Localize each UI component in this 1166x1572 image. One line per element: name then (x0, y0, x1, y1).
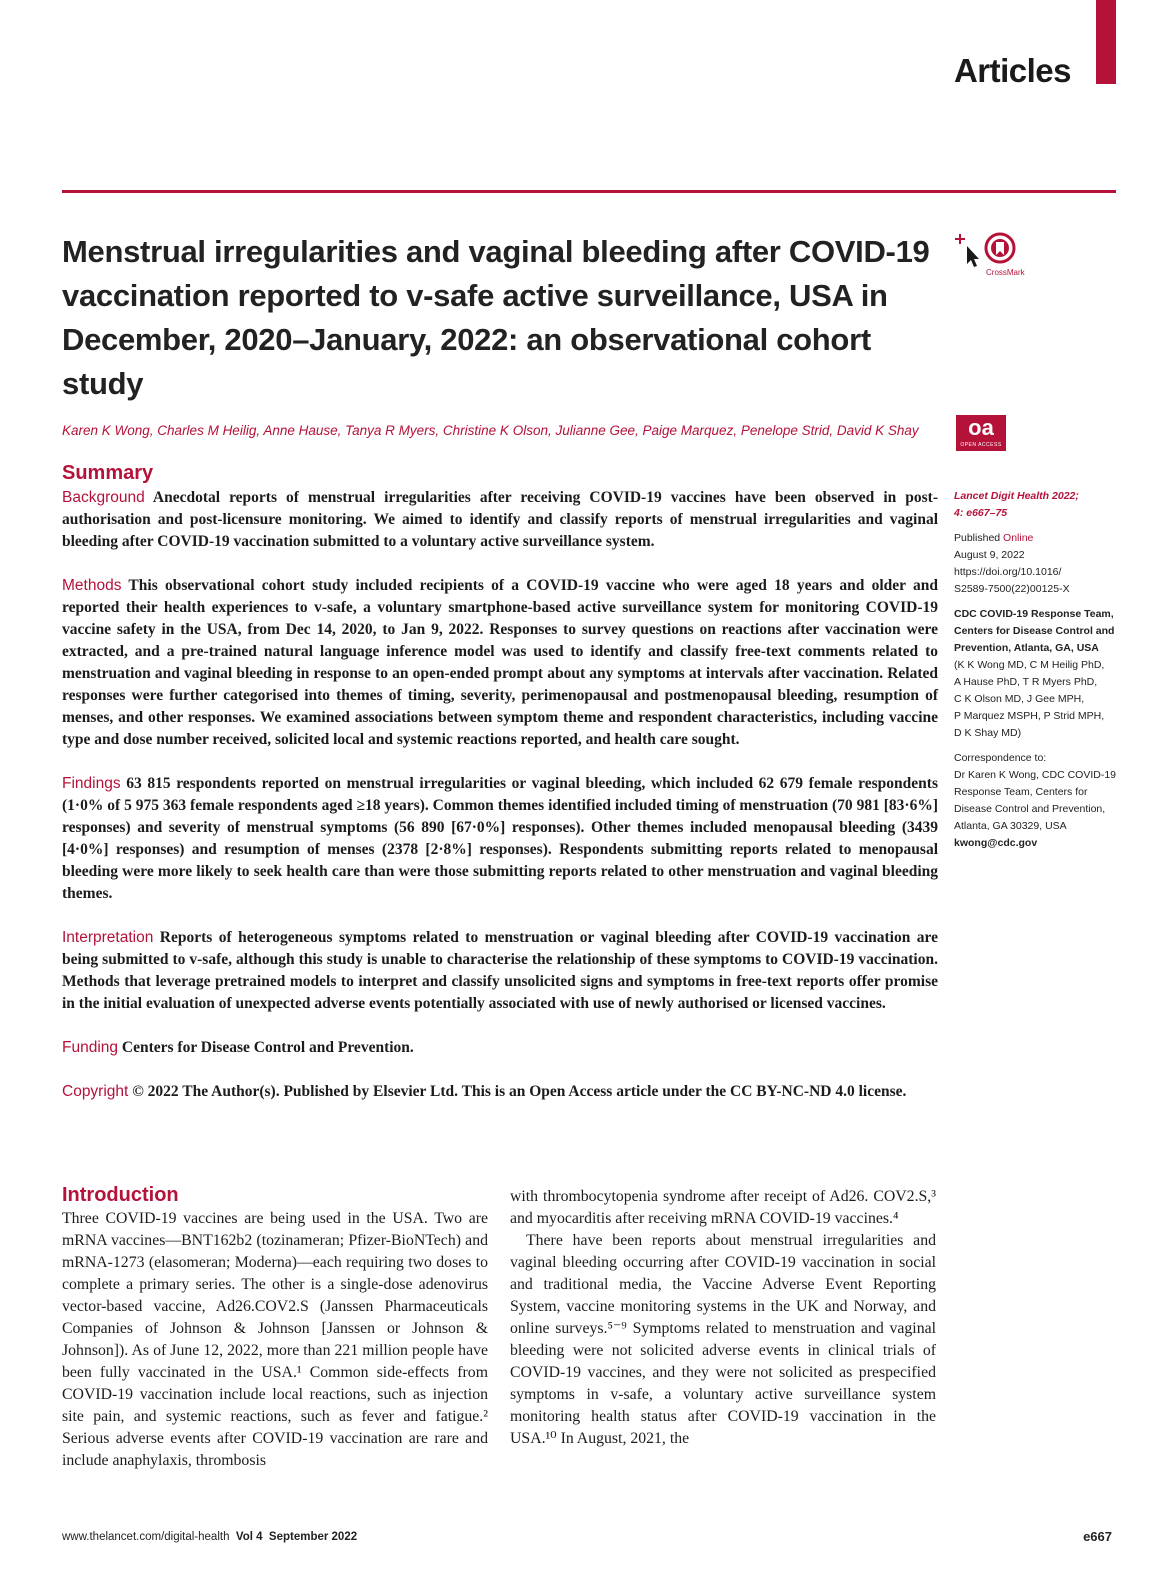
page-number: e667 (1083, 1529, 1112, 1544)
summary-background (62, 487, 938, 553)
open-access-badge (956, 415, 1006, 451)
intro-left-column: Three COVID-19 vaccines are being used in the USA. Two are mRNA vaccines—BNT162b2 (tozinameran; Pfizer-BioNTech) and mRNA-1273 (elasomeran; Moderna)—each requiring two doses to complete a primary series. The other is a single-dose adenovirus vector-based vaccine, Ad26.COV2.S (Janssen Pharmaceuticals Companies of Johnson & Johnson [Janssen or Johnson & Johnson]). As of June 12, 2022, more than 221 million people have been fully vaccinated in the USA.¹ Common side-effects from COVID-19 vaccination include local reactions, such as injection site pain, and systemic reactions, such as fever and fatigue.² Serious adverse events after COVID-19 vaccination are rare and include anaphylaxis, thrombosis (62, 1210, 488, 1469)
corr-line-5: Atlanta, GA 30329, USA (954, 820, 1067, 832)
doi-line-1[interactable]: https://doi.org/10.1016/ (954, 566, 1062, 578)
summary-heading: Summary (62, 462, 154, 484)
interpretation-text: Reports of heterogeneous symptoms related to menstruation or vaginal bleeding after COVID-19 vaccination are being submitted to v-safe, although this study is unable to characterise the relationship of these symptoms to COVID-19 vaccination. Methods that leverage pretrained models to interpret and classify unsolicited signs and symptoms in free-text reports offer promise in the initial evaluation of unexpected adverse events potentially associated with use of newly authorised or licensed vaccines. (62, 929, 938, 1012)
affiliation-block (954, 606, 1124, 742)
intro-right-column (510, 1186, 936, 1450)
members-line-5: D K Shay MD) (954, 727, 1022, 739)
members-line-2: A Hause PhD, T R Myers PhD, (954, 676, 1098, 688)
corr-line-2: Dr Karen K Wong, CDC COVID-19 (954, 769, 1117, 781)
footer-date: September 2022 (268, 1531, 358, 1543)
published-label: Published (954, 532, 1004, 544)
methods-label: Methods (62, 577, 122, 594)
footer-journal-info (62, 1531, 357, 1543)
published-date: August 9, 2022 (954, 549, 1025, 561)
members-line-1: (K K Wong MD, C M Heilig PhD, (954, 659, 1105, 671)
team-line-2: Centers for Disease Control and (954, 625, 1115, 637)
funding-label: Funding (62, 1039, 119, 1056)
publication-block (954, 530, 1124, 598)
summary-methods (62, 575, 938, 751)
corr-line-3: Response Team, Centers for (954, 786, 1088, 798)
citation-line-1: Lancet Digit Health 2022; (954, 490, 1079, 502)
findings-text: 63 815 respondents reported on menstrual irregularities or vaginal bleeding, which included 62 679 female respondents (1·0% of 5 975 363 female respondents aged ≥18 years). Common themes identified included timing of menstruation (70 981 [83·6%] responses) and severity of menstrual symptoms (56 890 [67·0%] responses). Other themes included menopausal bleeding (3439 [4·0%] responses) and resumption of menses (2378 [2·8%] responses). Respondents submitting reports related to menopausal bleeding were more likely to seek health care than were those submitting reports related to other menstruation and vaginal bleeding themes. (62, 775, 938, 902)
intro-right-paragraph-1: with thrombocytopenia syndrome after receipt of Ad26. COV2.S,³ and myocarditis after receiving mRNA COVID-19 vaccines.⁴ (510, 1188, 936, 1227)
members-line-3: C K Olson MD, J Gee MPH, (954, 693, 1085, 705)
members-line-4: P Marquez MSPH, P Strid MPH, (954, 710, 1105, 722)
footer-url[interactable]: www.thelancet.com/digital-health (62, 1531, 230, 1543)
header-rule (62, 190, 1116, 193)
oa-badge-text: oa (968, 415, 994, 440)
team-line-1: CDC COVID-19 Response Team, (954, 608, 1114, 620)
copyright-label: Copyright (62, 1083, 129, 1100)
interpretation-label: Interpretation (62, 929, 154, 946)
background-label: Background (62, 489, 145, 506)
author-list: Karen K Wong, Charles M Heilig, Anne Hause, Tanya R Myers, Christine K Olson, Julianne Gee, Paige Marquez, Penelope Strid, David K Shay (62, 423, 919, 438)
header-accent-bar (1096, 0, 1116, 84)
citation-block (954, 488, 1124, 522)
copyright-text: © 2022 The Author(s). Published by Elsevier Ltd. This is an Open Access article under the CC BY-NC-ND 4.0 license. (128, 1083, 907, 1100)
intro-right-paragraph-2: There have been reports about menstrual irregularities and vaginal bleeding occurring after COVID-19 vaccination in social and traditional media, the Vaccine Adverse Event Reporting System, vaccine monitoring systems in the UK and Norway, and online surveys.⁵⁻⁹ Symptoms related to menstruation and vaginal bleeding were not solicited adverse events in clinical trials of COVID-19 vaccines, and they were not solicited as prespecified symptoms in v-safe, a voluntary active surveillance system monitoring health status after COVID-19 vaccination in the USA.¹⁰ In August, 2021, the (510, 1232, 936, 1447)
corr-line-4: Disease Control and Prevention, (954, 803, 1106, 815)
crossmark-label: CrossMark (986, 268, 1025, 277)
correspondence-block (954, 750, 1124, 852)
team-line-3: Prevention, Atlanta, GA, USA (954, 642, 1099, 654)
corr-email[interactable]: kwong@cdc.gov (954, 837, 1038, 849)
oa-badge-subtext: OPEN ACCESS (960, 442, 1002, 448)
findings-label: Findings (62, 775, 121, 792)
introduction-heading: Introduction (62, 1184, 179, 1206)
citation-line-2: 4: e667–75 (954, 507, 1008, 519)
summary-copyright (62, 1081, 938, 1103)
summary-body (62, 487, 938, 1125)
corr-line-1: Correspondence to: (954, 752, 1047, 764)
summary-funding (62, 1037, 938, 1059)
article-title: Menstrual irregularities and vaginal bleeding after COVID-19 vaccination reported to v-safe active surveillance, USA in December, 2020–January, 2022: an observational cohort study (62, 234, 930, 401)
footer-volume: Vol 4 (235, 1531, 263, 1543)
article-sidebar (954, 488, 1124, 860)
summary-findings (62, 773, 938, 905)
section-label: Articles (953, 52, 1071, 89)
funding-text: Centers for Disease Control and Prevention. (118, 1039, 414, 1056)
background-text: Anecdotal reports of menstrual irregularities after receiving COVID-19 vaccines have been observed in post-authorisation and post-licensure monitoring. We aimed to identify and classify reports of menstrual irregularities and vaginal bleeding after COVID-19 vaccination submitted to a voluntary active surveillance system. (62, 489, 938, 550)
methods-text: This observational cohort study included recipients of a COVID-19 vaccine who were aged 18 years and older and reported their health experiences to v-safe, a voluntary smartphone-based active surveillance system for monitoring COVID-19 vaccine safety in the USA, from Dec 14, 2020, to Jan 9, 2022. Responses to survey questions on reactions after vaccination were extracted, and a pre-trained natural language inference model was used to identify and classify free-text comments related to menstruation and vaginal bleeding in response to an open-ended prompt about any symptoms at intervals after vaccination. Related responses were further categorised into themes of timing, severity, perimenopausal and postmenopausal bleeding, resumption of menses, and other responses. We examined associations between symptom theme and respondent characteristics, including vaccine type and dose number received, solicited local and systemic reactions reported, and health care sought. (62, 577, 938, 748)
doi-line-2[interactable]: S2589-7500(22)00125-X (954, 583, 1070, 595)
summary-interpretation (62, 927, 938, 1015)
published-online: Online (1003, 532, 1034, 544)
